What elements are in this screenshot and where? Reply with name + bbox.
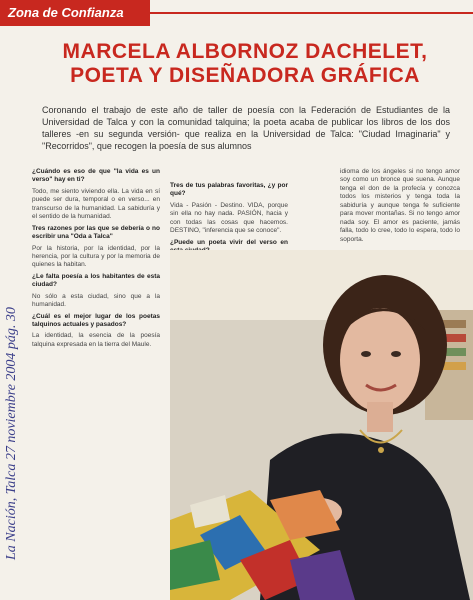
question: Tres razones por las que se debería o no escribir una "Oda a Talca"	[32, 224, 160, 241]
answer: No sólo a esta ciudad, sino que a la humanidad.	[32, 292, 160, 309]
answer: Todo, me siento viviendo ella. La vida en sí puede ser dura, temporal o en verso... en transcurso de la humanidad. La sabiduría y el sentido de la humanidad.	[32, 187, 160, 221]
answer: Vida - Pasión - Destino. VIDA, porque sin ella no hay nada. PASIÓN, hacia y con todas las cosas que hacemos. DESTINO, "inferencia que se conoce".	[170, 201, 288, 235]
portrait-photo	[170, 250, 473, 600]
column-1	[32, 168, 160, 352]
question: ¿Le falta poesía a los habitantes de esta ciudad?	[32, 272, 160, 289]
question: ¿Cuándo es eso de que "la vida es un verso" hay en ti?	[32, 168, 160, 184]
question: ¿Cuál es el mejor lugar de los poetas talquinos actuales y pasados?	[32, 312, 160, 328]
title-line-2: POETA Y DISEÑADORA GRÁFICA	[70, 64, 420, 88]
question: ¿Puede un poeta vivir del verso en	[170, 238, 288, 246]
answer: idioma de los ángeles si no tengo amor soy como un bronce que suena. Aunque tenga el don de la profecía y conozca todos los misterios y tenga toda la sabiduría y aunque tenga fe suficiente para mover montañas. Si no tengo amor nada soy. El amor es paciente, jamás falla, todo lo cree, todo lo espera, todo lo soporta.	[340, 168, 460, 243]
title-line-1: MARCELA ALBORNOZ DACHELET,	[62, 40, 428, 63]
top-rule	[150, 12, 473, 14]
answer: Por la historia, por la identidad, por la herencia, por la cultura y por la memoria de quienes la habitan.	[32, 244, 160, 269]
lead-paragraph: Coronando el trabajo de este año de taller de poesía con la Federación de Estudiantes de la Universidad de Talca y con la comunidad talquina; la poeta acaba de publicar los libros de los dos talleres -en su segunda versión- que realiza en la Universidad de Talca: "Ciudad Imaginaria" y "Recorridos", que recogen la poesía de sus alumnos	[42, 105, 450, 152]
article-title	[40, 40, 450, 88]
handwritten-note: La Nación, Talca 27 noviembre 2004 pág. 30	[4, 307, 19, 560]
column-3	[340, 168, 460, 247]
answer: La identidad, la esencia de la poesía talquina expresada en la tierra del Maule.	[32, 332, 160, 348]
question: Tres de tus palabras favoritas, ¿y por qué?	[170, 182, 288, 198]
section-tab: Zona de Confianza	[0, 0, 150, 26]
portrait-illustration	[170, 250, 473, 600]
